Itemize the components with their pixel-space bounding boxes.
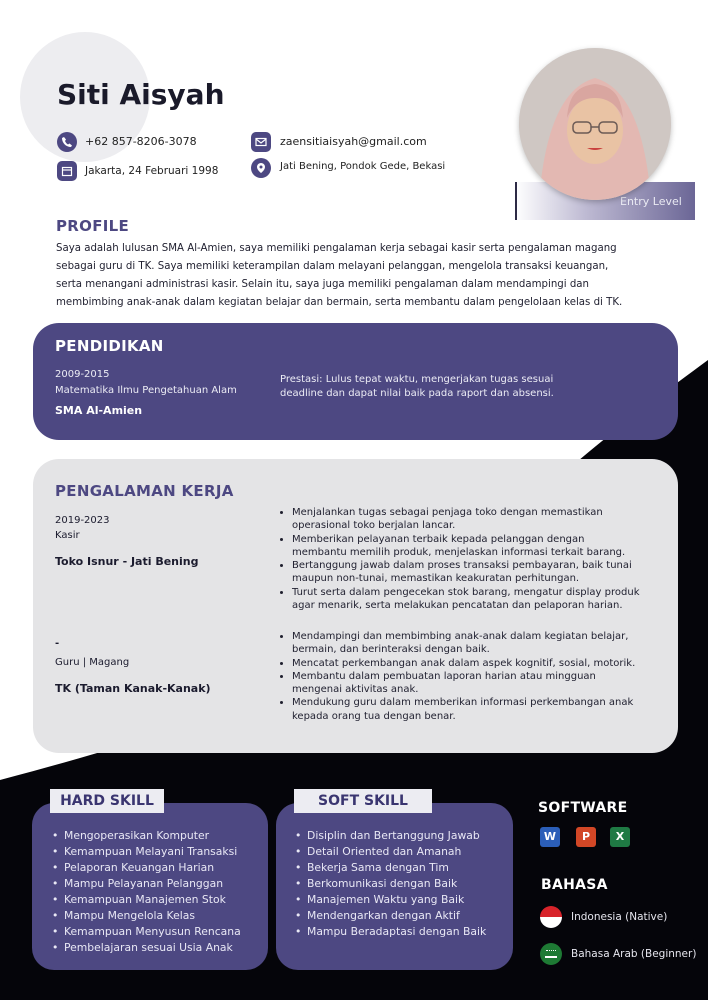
full-name: Siti Aisyah [57, 78, 225, 111]
hard-skill-title: HARD SKILL [50, 789, 164, 813]
job-years: - [55, 638, 60, 649]
list-item: • Kemampuan Manajemen Stok [50, 892, 272, 908]
excel-icon: X [610, 827, 630, 847]
list-item: • Pembelajaran sesuai Usia Anak [50, 940, 272, 956]
list-item: • Memberikan pelayanan terbaik kepada pelanggan dengan membantu memilih produk, menjelaskan informasi terkait barang. [292, 533, 687, 560]
list-item: • Mendampingi dan membimbing anak-anak dalam kegiatan belajar, bermain, dan berinteraksi dengan baik. [292, 630, 687, 657]
list-item: • Pelaporan Keuangan Harian [50, 860, 272, 876]
language-item: Indonesia (Native) [571, 911, 668, 923]
job-company: TK (Taman Kanak-Kanak) [55, 682, 211, 695]
profile-line: Saya adalah lulusan SMA Al-Amien, saya memiliki pengalaman kerja sebagai kasir serta pengalaman magang [56, 243, 617, 254]
list-item: • Mampu Mengelola Kelas [50, 908, 272, 924]
education-major: Matematika Ilmu Pengetahuan Alam [55, 385, 237, 396]
list-item: • Turut serta dalam pengecekan stok barang, mengatur display produk agar menarik, serta melakukan pencatatan dan pelaporan harian. [292, 586, 687, 613]
home-address: Jati Bening, Pondok Gede, Bekasi [280, 161, 446, 172]
level-banner-divider [515, 182, 517, 220]
profile-line: membimbing anak-anak dalam kegiatan belajar dan bermain, serta membantu dalam pengelolaan kelas di TK. [56, 297, 623, 308]
soft-skill-list [293, 828, 515, 940]
education-achievement-line: deadline dan dapat nilai baik pada raport dan absensi. [280, 388, 554, 399]
list-item: • Mengoperasikan Komputer [50, 828, 272, 844]
calendar-icon [57, 161, 77, 181]
list-item: • Bekerja Sama dengan Tim [293, 860, 515, 876]
profile-photo [519, 48, 671, 200]
list-item: • Mampu Pelayanan Pelanggan [50, 876, 272, 892]
level-label: Entry Level [620, 195, 682, 208]
profile-summary [56, 240, 668, 312]
education-title: PENDIDIKAN [55, 337, 164, 355]
list-item: • Bertanggung jawab dalam proses transaksi pembayaran, baik tunai maupun non-tunai, memastikan keakuratan perhitungan. [292, 559, 687, 586]
list-item: • Mencatat perkembangan anak dalam aspek kognitif, sosial, motorik. [292, 657, 687, 670]
list-item: • Kemampuan Melayani Transaksi [50, 844, 272, 860]
list-item: • Mendukung guru dalam memberikan informasi perkembangan anak kepada orang tua dengan benar. [292, 696, 687, 723]
birth-info: Jakarta, 24 Februari 1998 [85, 165, 219, 177]
job-company: Toko Isnur - Jati Bening [55, 555, 199, 568]
word-icon: W [540, 827, 560, 847]
list-item: • Membantu dalam pembuatan laporan harian atau mingguan mengenai aktivitas anak. [292, 670, 687, 697]
experience-title: PENGALAMAN KERJA [55, 482, 234, 500]
job-duties-list [280, 506, 687, 612]
education-years: 2009-2015 [55, 369, 110, 380]
education-school: SMA Al-Amien [55, 404, 143, 417]
job-years: 2019-2023 [55, 515, 110, 526]
list-item: • Kemampuan Menyusun Rencana [50, 924, 272, 940]
powerpoint-icon: P [576, 827, 596, 847]
list-item: • Berkomunikasi dengan Baik [293, 876, 515, 892]
language-item: Bahasa Arab (Beginner) [571, 948, 697, 960]
hard-skill-list [50, 828, 272, 956]
list-item: • Detail Oriented dan Amanah [293, 844, 515, 860]
software-title: SOFTWARE [538, 800, 628, 816]
indonesia-flag-icon [540, 906, 562, 928]
list-item: • Mampu Beradaptasi dengan Baik [293, 924, 515, 940]
list-item: • Menjalankan tugas sebagai penjaga toko dengan memastikan operasional toko berjalan lancar. [292, 506, 687, 533]
profile-title: PROFILE [56, 217, 130, 235]
education-achievement-line: Prestasi: Lulus tepat waktu, mengerjakan tugas sesuai [280, 374, 554, 385]
email-address[interactable]: zaensitiaisyah@gmail.com [280, 135, 427, 148]
language-title: BAHASA [541, 877, 608, 893]
job-duties-list [280, 630, 687, 723]
job-role: Guru | Magang [55, 657, 130, 668]
phone-icon [57, 132, 77, 152]
location-icon [251, 158, 271, 178]
phone-number: +62 857-8206-3078 [85, 135, 197, 148]
list-item: • Disiplin dan Bertanggung Jawab [293, 828, 515, 844]
profile-line: serta menangani administrasi kasir. Selain itu, saya juga memiliki pengalaman dalam mendampingi dan [56, 279, 589, 290]
list-item: • Mendengarkan dengan Aktif [293, 908, 515, 924]
soft-skill-title: SOFT SKILL [294, 789, 432, 813]
saudi-flag-icon [540, 943, 562, 965]
email-icon [251, 132, 271, 152]
job-role: Kasir [55, 530, 80, 541]
profile-line: sebagai guru di TK. Saya memiliki keterampilan dalam melayani pelanggan, mengelola transaksi keuangan, [56, 261, 609, 272]
list-item: • Manajemen Waktu yang Baik [293, 892, 515, 908]
